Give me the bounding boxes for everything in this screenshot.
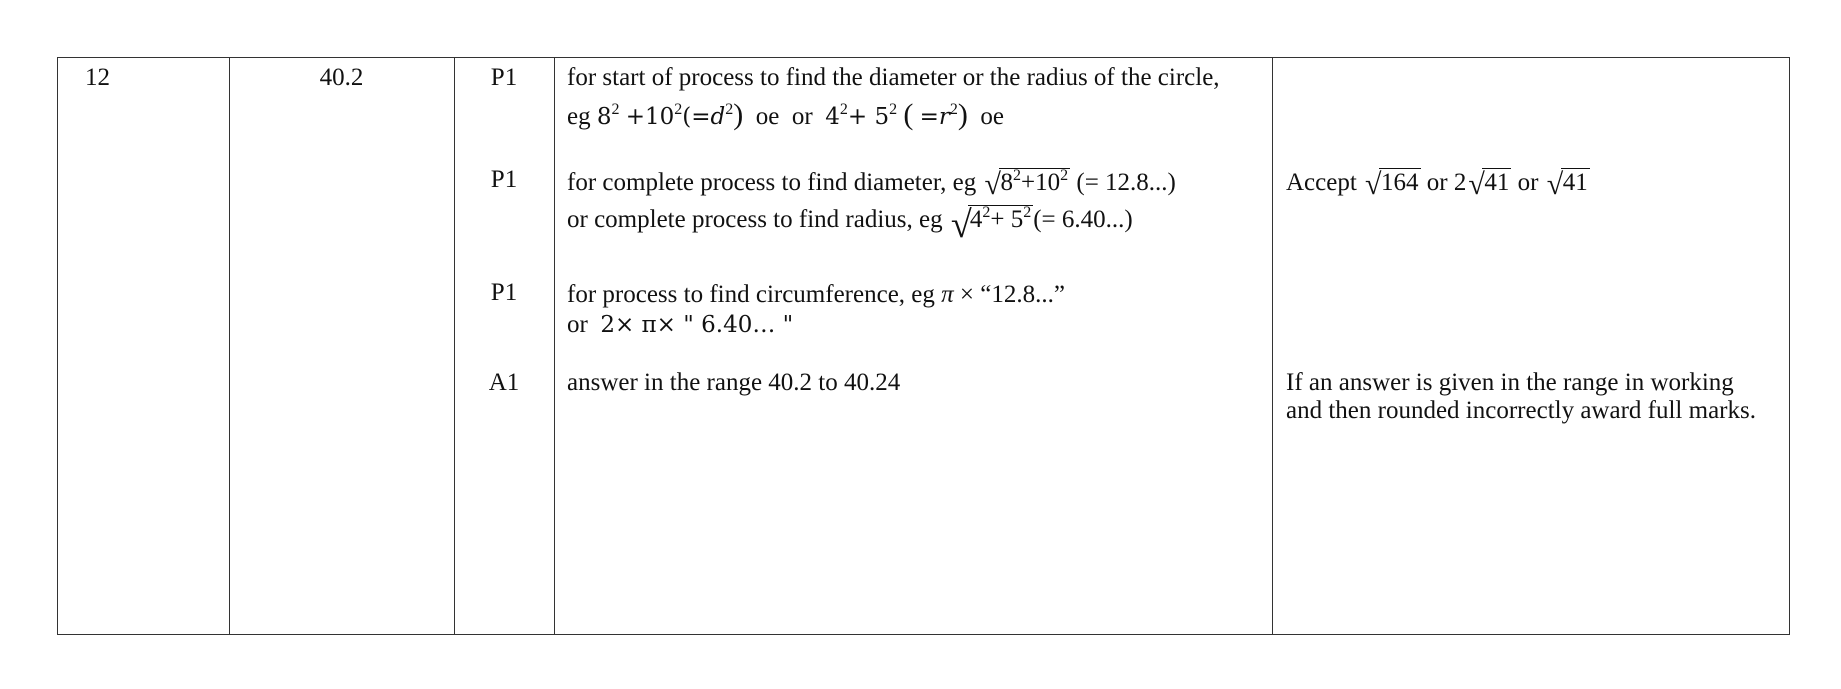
working-line: or 2× π× " 6.40… " (567, 311, 794, 338)
working-line: answer in the range 40.2 to 40.24 (567, 369, 901, 396)
mark-scheme-table (57, 57, 1790, 635)
working-line: for process to find circumference, eg π × “12.8...” (567, 281, 1065, 308)
square-root: √ $8^2+10^2$ (984, 167, 1069, 201)
guidance-note: Accept √ 164 or 2 √ 41 or √ 41 (1286, 168, 1588, 201)
column-divider (554, 58, 555, 634)
square-root: √ 41 (1468, 168, 1510, 201)
mark-code: P1 (490, 64, 518, 91)
square-root: √ 164 (1365, 168, 1419, 201)
square-root: √ $4^2+ 5^2$ (950, 204, 1032, 246)
mark-code: P1 (490, 166, 518, 193)
column-divider (229, 58, 230, 634)
column-divider (454, 58, 455, 634)
mark-code: P1 (490, 279, 518, 306)
guidance-note: If an answer is given in the range in working (1286, 369, 1734, 396)
column-divider (1272, 58, 1273, 634)
answer-value: 40.2 (319, 64, 364, 91)
question-number: 12 (85, 64, 110, 91)
working-line: for start of process to find the diameter or the radius of the circle, (567, 64, 1220, 91)
working-line: for complete process to find diameter, eg √ $8^2+10^2$ (= 12.8...) (567, 167, 1176, 201)
working-line: or complete process to find radius, eg √ $4^2+ 5^2(= 6.40...)$ (567, 204, 1133, 246)
guidance-note: and then rounded incorrectly award full marks. (1286, 397, 1756, 424)
working-line: eg $8^2 +10^2(=d^2)$ oe or $4^2+ 5^2$ ( $=r^2$) oe (567, 98, 1004, 131)
mark-code: A1 (488, 369, 520, 396)
square-root: √ 41 (1546, 168, 1588, 201)
